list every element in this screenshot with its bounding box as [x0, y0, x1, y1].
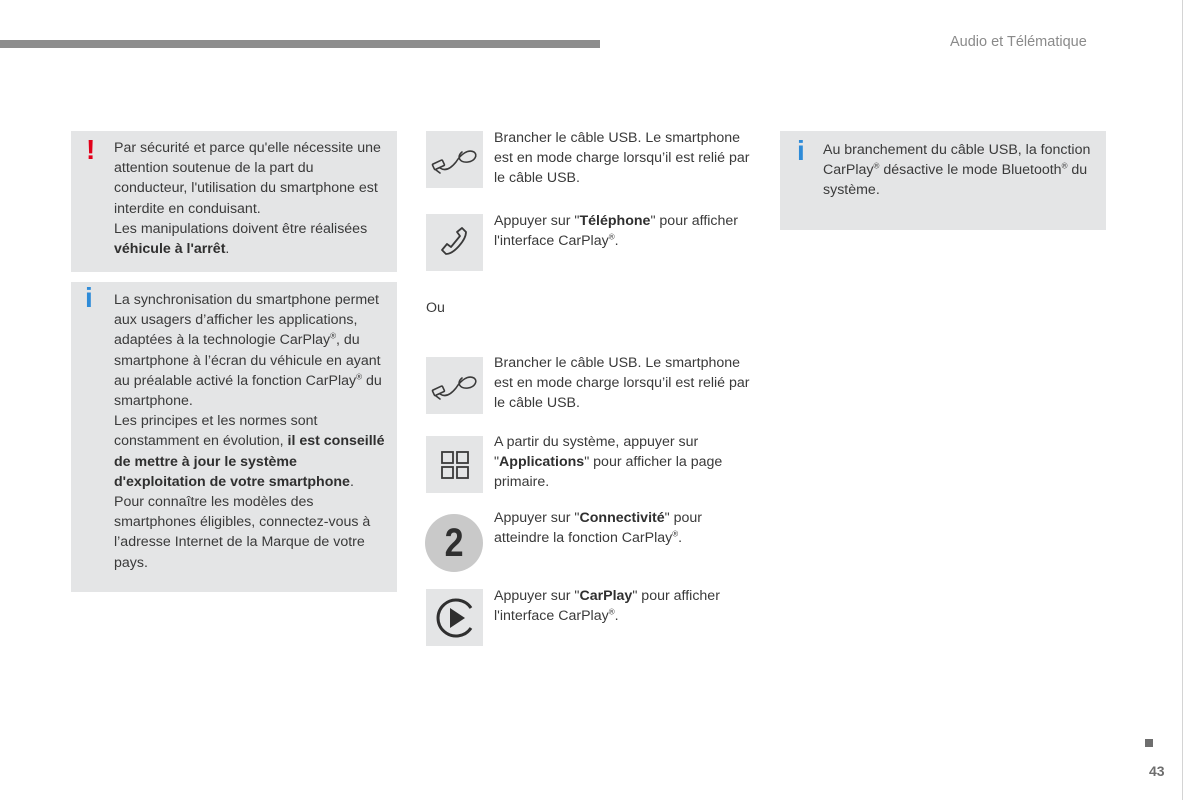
info-note-bluetooth — [780, 131, 1106, 230]
page-number: 43 — [1149, 763, 1165, 779]
info-icon-right: i — [797, 135, 805, 166]
info-paragraph-2: Les principes et les normes sont constamment en évolution, il est conseillé de mettre à jour le système d'exploitation de votre smartphone. — [114, 413, 385, 490]
step-number-badge: 2 — [444, 520, 464, 565]
usb-cable-icon-2 — [426, 357, 483, 414]
header-bar — [0, 40, 600, 48]
step-usb-connect-2: Brancher le câble USB. Le smartphone est en mode charge lorsqu’il est relié par le câble USB. — [494, 355, 750, 412]
bluetooth-note-text: Au branchement du câble USB, la fonction CarPlay® désactive le mode Bluetooth® du système. — [823, 142, 1091, 199]
or-label: Ou — [426, 300, 445, 316]
applications-grid-icon — [426, 436, 483, 493]
step-carplay: Appuyer sur "CarPlay" pour afficher l'interface CarPlay®. — [494, 588, 720, 625]
step-usb-connect-1: Brancher le câble USB. Le smartphone est en mode charge lorsqu’il est relié par le câble USB. — [494, 130, 750, 187]
warning-note — [71, 131, 397, 272]
warning-text: Par sécurité et parce qu'elle nécessite une attention soutenue de la part du conducteur, l'utilisation du smartphone est interdite en conduisant. — [114, 140, 381, 217]
warning-text-2: Les manipulations doivent être réalisées véhicule à l'arrêt. — [114, 220, 368, 258]
step-applications: A partir du système, appuyer sur "Applications" pour afficher la page primaire. — [494, 434, 723, 491]
step-phone: Appuyer sur "Téléphone" pour afficher l'interface CarPlay®. — [494, 213, 739, 250]
section-title: Audio et Télématique — [950, 34, 1087, 50]
warning-exclamation-icon: ! — [86, 134, 96, 165]
usb-cable-icon — [426, 131, 483, 188]
numbered-circle-icon — [425, 514, 483, 572]
info-note-synchronisation — [71, 282, 397, 592]
page-edge-rule — [1182, 0, 1183, 800]
info-paragraph-3: Pour connaître les modèles des smartphones éligibles, connectez-vous à l’adresse Internet de la Marque de votre pays. — [114, 494, 371, 571]
carplay-play-icon — [426, 589, 483, 646]
info-icon: i — [85, 282, 93, 313]
info-paragraph-1: La synchronisation du smartphone permet aux usagers d’afficher les applications, adaptées à la technologie CarPlay®, du smartphone à l’écran du véhicule en ayant au préalable activé la fonction CarPlay® du smartphone. — [114, 292, 382, 410]
phone-handset-icon — [426, 214, 483, 271]
page-marker — [1145, 739, 1153, 747]
step-connectivity: Appuyer sur "Connectivité" pour atteindre la fonction CarPlay®. — [494, 510, 702, 547]
